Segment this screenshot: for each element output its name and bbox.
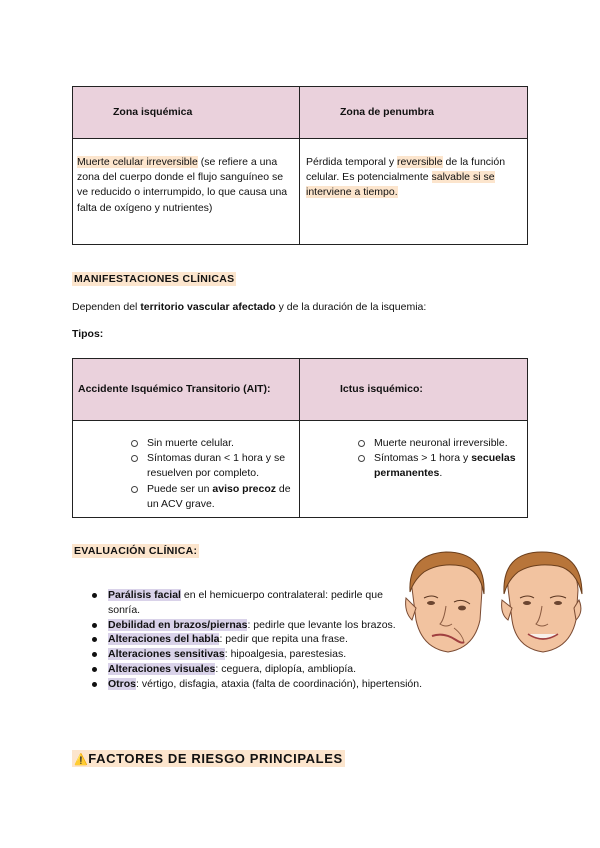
eval-item-5-bold: Alteraciones visuales <box>108 662 216 675</box>
ait-header <box>73 359 300 421</box>
list-item <box>90 618 400 633</box>
ischemic-zone-header-text: Zona isquémica <box>113 105 193 118</box>
list-item <box>90 647 400 662</box>
ischemic-zone-header <box>73 87 300 139</box>
list-item <box>131 436 291 451</box>
normal-face-icon <box>502 552 582 652</box>
penumbra-text-2: de la función celular. Es potencialmente <box>306 156 506 184</box>
ictus-header-text: Ictus isquémico: <box>340 382 423 395</box>
list-item <box>90 632 400 647</box>
ait-item-2: Síntomas duran < 1 hora y se resuelven por completo. <box>147 452 286 480</box>
warning-icon: ⚠️ <box>74 754 89 766</box>
list-item <box>358 451 523 481</box>
ictus-header <box>300 359 528 421</box>
drooping-face-icon <box>406 552 484 652</box>
manifestaciones-intro <box>72 301 426 313</box>
highlight-salvable: salvable si se interviene a tiempo. <box>306 171 495 199</box>
manifestaciones-title <box>72 273 236 285</box>
eval-item-6-bold: Otros <box>108 677 137 690</box>
highlight-reversible: reversible <box>397 156 443 168</box>
eval-item-4-text: : hipoalgesia, parestesias. <box>224 648 347 661</box>
factores-title-text: FACTORES DE RIESGO PRINCIPALES <box>88 751 343 766</box>
factores-title <box>72 751 345 766</box>
list-item <box>90 662 400 677</box>
tipos-label: Tipos: <box>72 328 104 340</box>
intro-pre: Dependen del <box>72 301 141 313</box>
ait-header-text: Accidente Isquémico Transitorio (AIT): <box>78 382 271 395</box>
eval-item-2-text: : pedirle que levante los brazos. <box>247 618 396 631</box>
list-item <box>131 451 291 481</box>
highlight-irreversible-death: Muerte celular irreversible <box>77 156 198 168</box>
factores-title-highlight <box>72 750 345 767</box>
eval-item-1-bold: Parálisis facial <box>108 589 181 601</box>
penumbra-zone-header <box>300 87 528 139</box>
evaluacion-title-text: EVALUACIÓN CLÍNICA: <box>74 545 198 557</box>
penumbra-zone-header-text: Zona de penumbra <box>340 105 434 118</box>
ictus-item-2-post: . <box>439 467 443 480</box>
manifestaciones-title-text: MANIFESTACIONES CLÍNICAS <box>74 273 235 285</box>
list-item <box>90 588 400 618</box>
ictus-feature-list <box>358 436 523 482</box>
ictus-item-2-pre: Síntomas > 1 hora y <box>374 452 472 465</box>
penumbra-zone-description <box>300 139 528 245</box>
evaluacion-title <box>72 545 199 557</box>
list-item <box>131 482 291 512</box>
stroke-types-table <box>72 358 528 518</box>
facial-palsy-illustration <box>400 548 590 660</box>
ait-item-3-pre: Puede ser un <box>147 482 213 495</box>
eval-item-2-bold: Debilidad en brazos/piernas <box>108 618 248 631</box>
ait-item-3-bold: aviso precoz <box>212 482 277 495</box>
list-item <box>90 677 528 692</box>
penumbra-text-1: Pérdida temporal y <box>306 156 398 168</box>
ischemia-zones-table <box>72 86 528 245</box>
ait-features <box>73 421 300 518</box>
eval-item-4-bold: Alteraciones sensitivas <box>108 648 225 661</box>
eval-item-6-text: : vértigo, disfagia, ataxia (falta de coordinación), hipertensión. <box>136 677 423 690</box>
ictus-features <box>300 421 528 518</box>
intro-post: y de la duración de la isquemia: <box>275 301 427 313</box>
ait-item-3-post: de un ACV grave. <box>147 482 291 510</box>
eval-item-1-text: en el hemicuerpo contralateral: pedirle que sonría. <box>108 589 383 616</box>
ait-feature-list <box>131 436 291 512</box>
ictus-item-1: Muerte neuronal irreversible. <box>374 437 508 449</box>
intro-bold: territorio vascular afectado <box>140 301 276 313</box>
eval-item-3-text: : pedir que repita una frase. <box>219 633 348 646</box>
evaluacion-list <box>90 588 423 692</box>
list-item <box>358 436 523 451</box>
eval-item-5-text: : ceguera, diplopía, ambliopía. <box>215 662 357 675</box>
ischemic-zone-text: (se refiere a una zona del cuerpo donde el flujo sanguíneo se ve reducido o interrumpido, lo que causa una falta de oxígeno y nutrientes) <box>77 156 288 214</box>
eval-item-3-bold: Alteraciones del habla <box>108 633 220 646</box>
ictus-item-2-bold: secuelas permanentes <box>374 452 516 480</box>
ischemic-zone-description <box>73 139 300 245</box>
ait-item-1: Sin muerte celular. <box>147 437 234 449</box>
